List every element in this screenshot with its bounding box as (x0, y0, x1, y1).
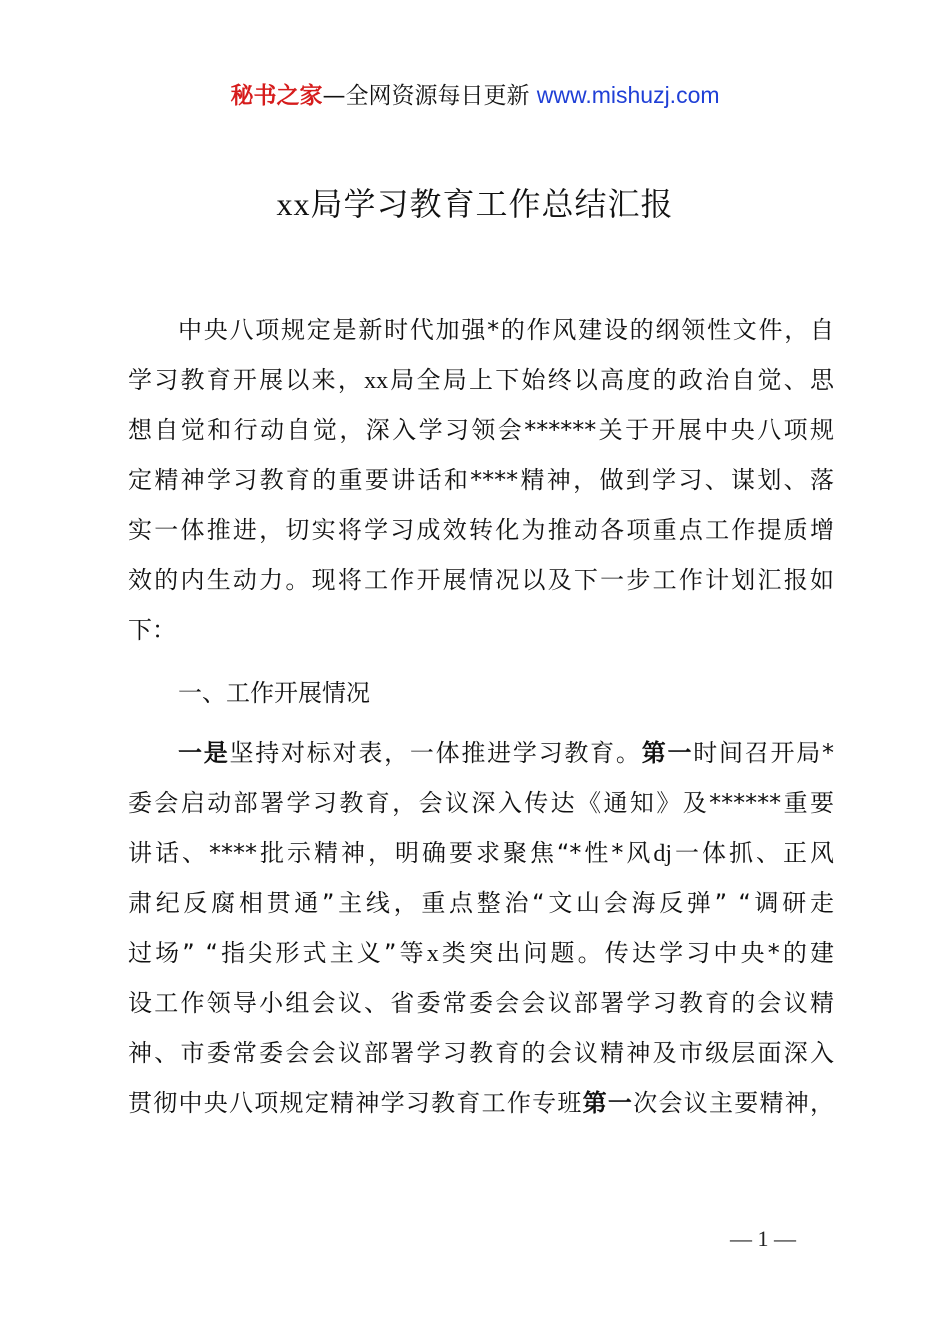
work-text: 一体抓、正风 (672, 839, 835, 867)
bold-lead: 第一 (641, 739, 694, 767)
work-line: 委会启动部署学习教育，会议深入传达《通知》及******重要 (128, 789, 834, 817)
section-heading: 一、工作开展情况 (178, 679, 370, 707)
work-line (128, 928, 834, 978)
title-main: 局学习教育工作总结汇报 (310, 185, 674, 223)
work-text: 时间召开局* (693, 739, 835, 767)
work-text: 类突出问题。传达学习中央*的建 (438, 939, 835, 967)
work-line (128, 728, 834, 778)
intro-line: 定精神学习教育的重要讲话和****精神，做到学习、谋划、落 (128, 466, 834, 494)
work-text: 过场” “指尖形式主义”等 (128, 939, 427, 967)
document-title (0, 180, 950, 228)
intro-line: 效的内生动力。现将工作开展情况以及下一步工作计划汇报如 (128, 566, 834, 594)
work-text: 讲话、****批示精神，明确要求聚焦“*性*风 (128, 839, 654, 867)
bold-lead: 一是 (178, 739, 230, 767)
work-line: 设工作领导小组会议、省委常委会会议部署学习教育的会议精 (128, 989, 834, 1017)
intro-latin: xx (364, 368, 389, 394)
intro-line: 中央八项规定是新时代加强*的作风建设的纲领性文件，自 (178, 316, 834, 344)
site-url-link[interactable]: www.mishuzj.com (536, 82, 720, 108)
intro-line: 想自觉和行动自觉，深入学习领会******关于开展中央八项规 (128, 416, 834, 444)
work-latin: dj (653, 841, 673, 867)
intro-line: 下： (128, 616, 176, 644)
intro-paragraph (128, 305, 834, 655)
work-text: 次会议主要精神， (633, 1089, 835, 1117)
work-line: 神、市委常委会会议部署学习教育的会议精神及市级层面深入 (128, 1039, 834, 1067)
work-latin: x (426, 941, 439, 967)
intro-line (128, 355, 834, 405)
banner-slogan: —全网资源每日更新 (322, 83, 537, 109)
work-text: 坚持对标对表，一体推进学习教育。 (229, 739, 642, 767)
intro-line: 实一体推进，切实将学习成效转化为推动各项重点工作提质增 (128, 516, 834, 544)
intro-text: 局全局上下始终以高度的政治自觉、思 (388, 366, 834, 394)
work-text: 贯彻中央八项规定精神学习教育工作专班 (128, 1089, 583, 1117)
page-number: — 1 — (730, 1226, 796, 1251)
work-line (128, 1078, 834, 1128)
title-prefix: xx (276, 186, 311, 222)
section-heading-block (128, 668, 834, 718)
work-paragraph (128, 728, 834, 1128)
bold-lead: 第一 (582, 1089, 634, 1117)
site-banner (0, 80, 950, 111)
brand-name: 秘书之家 (230, 83, 323, 109)
work-line (128, 828, 834, 878)
intro-text: 学习教育开展以来， (128, 366, 365, 394)
work-line: 肃纪反腐相贯通”主线，重点整治“文山会海反弹” “调研走 (128, 889, 834, 917)
